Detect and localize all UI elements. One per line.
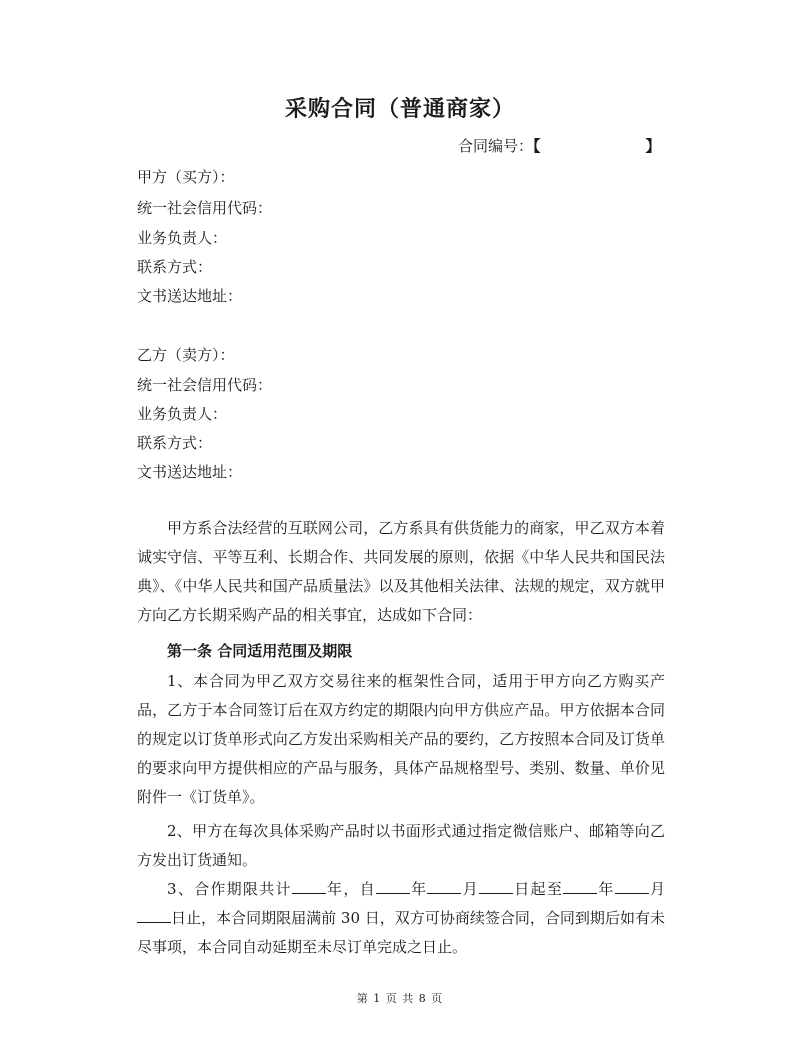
contract-number-close-bracket: 】	[645, 137, 661, 155]
party-b-contact-label: 联系方式：	[137, 434, 213, 452]
clause-3-part-d: 月	[461, 880, 479, 898]
clause-3-part-b: 年，自	[325, 880, 376, 898]
clause-3-part-a: 3、合作期限共计	[167, 880, 292, 898]
party-b-name-label: 乙方（卖方）：	[137, 346, 235, 364]
start-day-blank[interactable]	[479, 878, 513, 894]
clause-3-part-g: 月	[648, 880, 665, 898]
article-1-clause-2: 2、甲方在每次具体采购产品时以书面形式通过指定微信账户、邮箱等向乙方发出订货通知。	[137, 822, 665, 869]
party-b-manager-label: 业务负责人：	[137, 405, 228, 423]
party-a-name-label: 甲方（买方）：	[137, 168, 235, 186]
start-month-blank[interactable]	[427, 878, 461, 894]
article-1-clause-1: 1、本合同为甲乙双方交易往来的框架性合同，适用于甲方向乙方购买产品，乙方于本合同签订后在双方约定的期限内向甲方供应产品。甲方依据本合同的规定以订货单形式向乙方发出采购相关产品的要约，乙方按照本合同及订货单的要求向甲方提供相应的产品与服务，具体产品规格型号、类别、数量、单价见附件一《订货单》。	[137, 672, 665, 806]
clause-3-part-f: 年	[597, 880, 615, 898]
start-year-blank[interactable]	[376, 878, 410, 894]
party-a-contact-label: 联系方式：	[137, 258, 213, 276]
party-a-address-label: 文书送达地址：	[137, 287, 243, 305]
clause-3-part-c: 年	[409, 880, 428, 898]
article-1-clause-3	[137, 875, 665, 962]
page-title: 采购合同（普通商家）	[284, 96, 515, 122]
preamble-paragraph: 甲方系合法经营的互联网公司，乙方系具有供货能力的商家，甲乙双方本着诚实守信、平等互利、长期合作、共同发展的原则，依据《中华人民共和国民法典》、《中华人民共和国产品质量法》以及其他相关法律、法规的规定，双方就甲方向乙方长期采购产品的相关事宜，达成如下合同：	[137, 519, 665, 624]
page-footer: 第 1 页 共 8 页	[356, 992, 444, 1005]
party-b-credit-code-label: 统一社会信用代码：	[137, 376, 273, 394]
party-a-manager-label: 业务负责人：	[137, 229, 228, 247]
clause-3-part-e: 日起至	[513, 880, 564, 898]
clause-3-rest: 本合同期限届满前 30 日，双方可协商续签合同，合同到期后如有未尽事项，本合同自动延期至未尽订单完成之日止。	[137, 909, 665, 956]
end-year-blank[interactable]	[563, 878, 597, 894]
contract-number-open-bracket: 【	[533, 137, 541, 155]
contract-number-label: 合同编号：	[458, 137, 534, 155]
end-day-blank[interactable]	[137, 907, 171, 923]
party-a-credit-code-label: 统一社会信用代码：	[137, 199, 273, 217]
party-b-address-label: 文书送达地址：	[137, 463, 243, 481]
article-1-heading: 第一条 合同适用范围及期限	[167, 642, 353, 660]
contract-number	[458, 135, 668, 156]
end-month-blank[interactable]	[615, 878, 649, 894]
term-years-blank[interactable]	[292, 878, 326, 894]
clause-3-part-h: 日止，	[171, 909, 217, 927]
